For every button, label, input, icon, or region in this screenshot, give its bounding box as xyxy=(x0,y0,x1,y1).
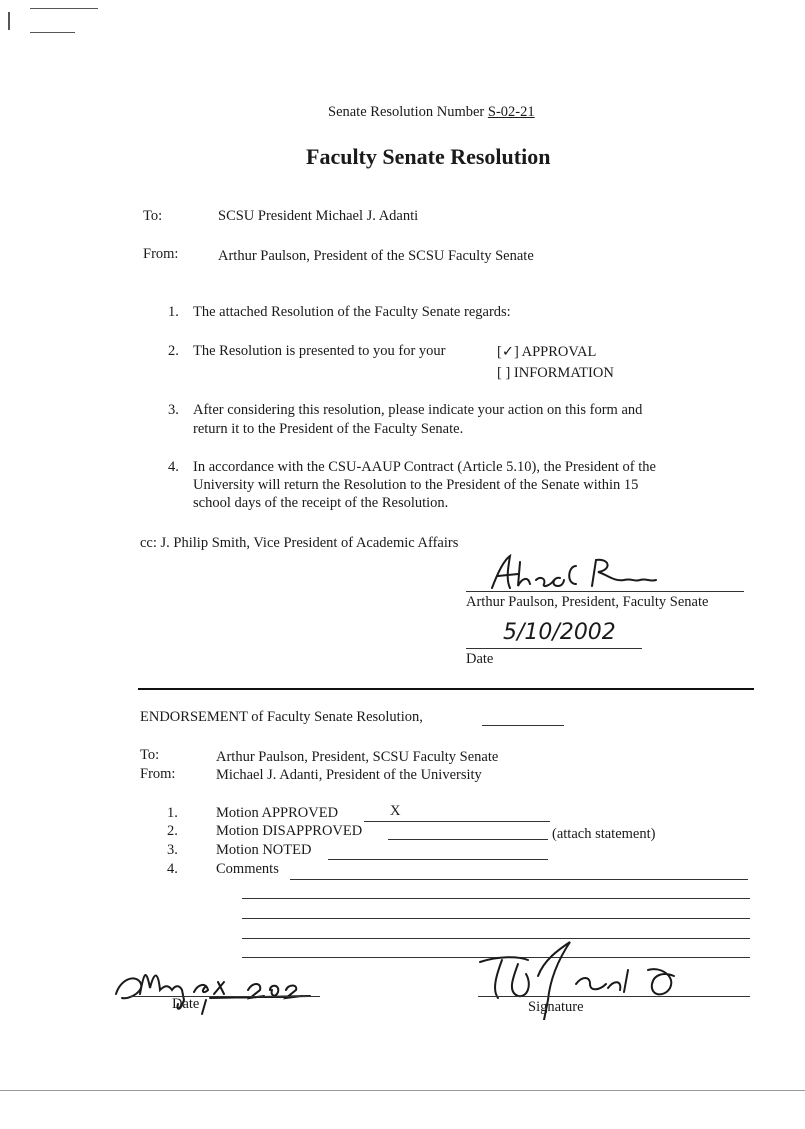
item-text: The attached Resolution of the Faculty Senate regards: xyxy=(193,304,511,320)
item-text: The Resolution is presented to you for your xyxy=(193,343,446,359)
cc-line: cc: J. Philip Smith, Vice President of Academic Affairs xyxy=(140,535,459,551)
endorsement-to-label: To: xyxy=(140,747,160,763)
item-text-line: After considering this resolution, please indicate your action on this form and xyxy=(193,402,643,418)
endorsement-to-value: Arthur Paulson, President, SCSU Faculty Senate xyxy=(216,749,499,765)
endorsement-signature-label: Signature xyxy=(528,999,584,1015)
item-number: 4. xyxy=(168,459,179,475)
page-title: Faculty Senate Resolution xyxy=(306,144,551,169)
item-number: 2. xyxy=(168,343,179,359)
information-checkbox: [ ] xyxy=(497,365,511,381)
motion-approved-mark: X xyxy=(390,803,401,819)
resolution-number-line: Senate Resolution Number S-02-21 xyxy=(328,104,535,120)
motion-line xyxy=(364,821,550,822)
senate-date-value: 5/10/2002 xyxy=(503,620,616,645)
item-number: 1. xyxy=(168,304,179,320)
approval-option xyxy=(497,344,596,361)
signature-line xyxy=(466,591,744,592)
comments-line xyxy=(290,879,748,880)
endorsement-heading: ENDORSEMENT of Faculty Senate Resolution, xyxy=(140,709,423,725)
motion-number: 1. xyxy=(167,805,178,821)
from-label: From: xyxy=(143,246,179,262)
scan-artifact xyxy=(30,8,98,9)
endorsement-date-label: Date xyxy=(172,996,200,1012)
motion-number: 3. xyxy=(167,842,178,858)
comments-label: Comments xyxy=(216,861,279,877)
item-text-line: school days of the receipt of the Resolution. xyxy=(193,495,449,511)
section-divider xyxy=(138,688,754,690)
motion-approved-label: Motion APPROVED xyxy=(216,805,339,821)
motion-line xyxy=(388,839,548,840)
to-value: SCSU President Michael J. Adanti xyxy=(218,208,419,224)
endorsement-from-value: Michael J. Adanti, President of the University xyxy=(216,767,482,783)
senate-signature-caption: Arthur Paulson, President, Faculty Senate xyxy=(466,594,709,610)
handwritten-signature-adanti xyxy=(478,940,698,1020)
motion-line xyxy=(328,859,548,860)
motion-noted-label: Motion NOTED xyxy=(216,842,312,858)
handwritten-endorsement-date xyxy=(110,960,320,1016)
item-text-line: University will return the Resolution to the President of the Senate within 15 xyxy=(193,477,639,493)
endorsement-date-line xyxy=(130,996,320,997)
endorsement-from-label: From: xyxy=(140,766,176,782)
motion-disapproved-note: (attach statement) xyxy=(552,826,656,842)
approval-checkbox: [✓] xyxy=(497,344,519,360)
endorsement-signature-line xyxy=(478,996,750,997)
scan-edge xyxy=(0,1090,805,1091)
motion-number: 2. xyxy=(167,823,178,839)
item-text-line: In accordance with the CSU-AAUP Contract (Article 5.10), the President of the xyxy=(193,459,656,475)
scan-artifact xyxy=(8,12,10,30)
date-line xyxy=(466,648,642,649)
information-label: INFORMATION xyxy=(513,365,614,381)
scan-artifact xyxy=(30,32,75,33)
item-number: 3. xyxy=(168,402,179,418)
endorsement-blank-line xyxy=(482,725,564,726)
item-text-line: return it to the President of the Faculty Senate. xyxy=(193,421,464,437)
comments-line xyxy=(242,938,750,939)
comments-line xyxy=(242,918,750,919)
motion-number: 4. xyxy=(167,861,178,877)
from-value: Arthur Paulson, President of the SCSU Faculty Senate xyxy=(218,248,534,264)
approval-label: APPROVAL xyxy=(521,344,597,360)
motion-disapproved-label: Motion DISAPPROVED xyxy=(216,823,363,839)
comments-line xyxy=(242,898,750,899)
handwritten-signature-paulson xyxy=(484,552,664,594)
resolution-number: S-02-21 xyxy=(487,104,535,120)
senate-date-label: Date xyxy=(466,651,494,667)
to-label: To: xyxy=(143,208,163,224)
information-option xyxy=(497,365,614,382)
